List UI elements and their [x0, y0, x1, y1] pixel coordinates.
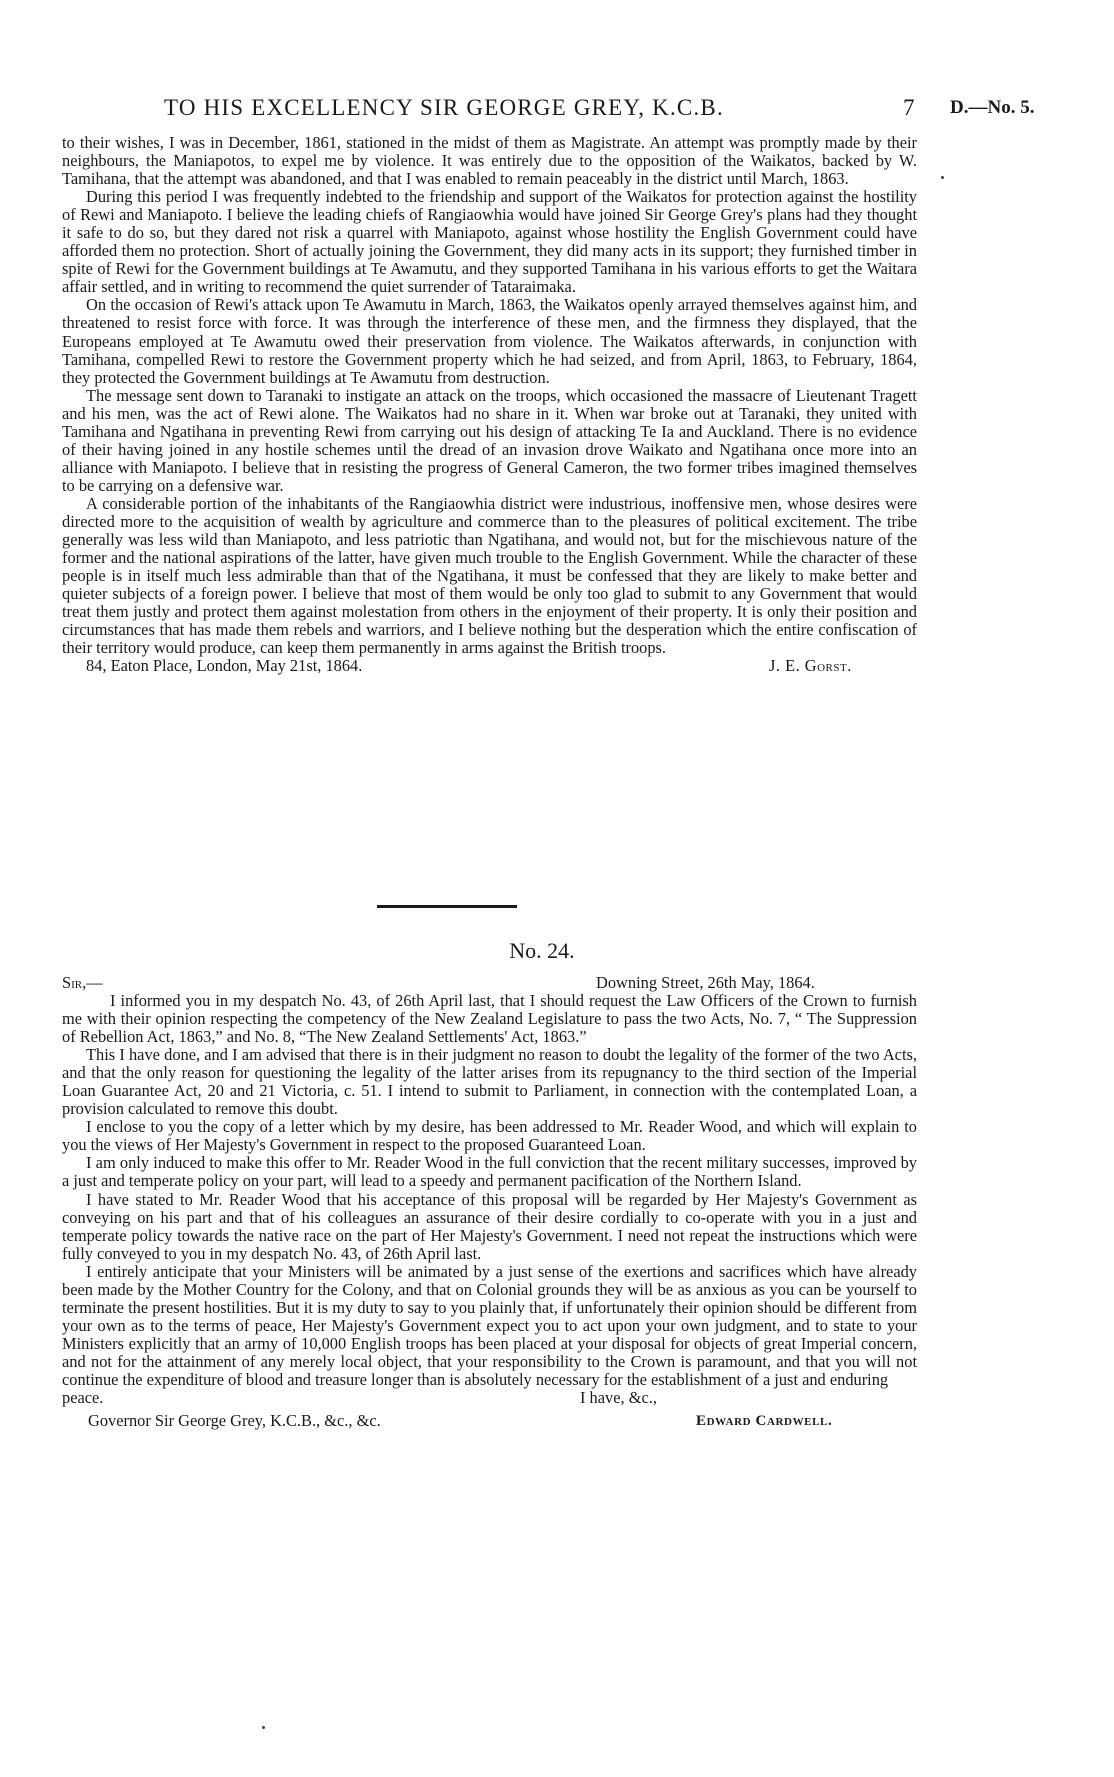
dateline: Downing Street, 26th May, 1864. [596, 973, 815, 992]
closing-word: peace. [62, 1388, 104, 1408]
gorst-memorandum-body [62, 134, 917, 677]
paragraph: I am only induced to make this offer to Mr. Reader Wood in the full conviction that the recent military successes, improved by a just and temperate policy on your part, will lead to a speedy and permanent pacification of the Northern Island. [62, 1153, 917, 1191]
paragraph: This I have done, and I am advised that there is in their judgment no reason to doubt the legality of the former of the two Acts, and that the only reason for questioning the legality of the latter arises from its repugnancy to the third section of the Imperial Loan Guarantee Act, 20 and 21 Victoria, c. 51. I intend to submit to Parliament, in connection with the contemplated Loan, a provision calculated to remove this doubt. [62, 1045, 917, 1119]
stray-mark [262, 1726, 265, 1729]
memorandum-signature-line [62, 657, 917, 677]
despatch-heading [0, 938, 1114, 964]
signatory: Edward Cardwell. [696, 1413, 833, 1430]
stray-mark [941, 176, 944, 179]
salutation: Sir,— [62, 973, 103, 992]
page-header [60, 95, 1060, 125]
paragraph: On the occasion of Rewi's attack upon Te Awamutu in March, 1863, the Waikatos openly arrayed themselves against him, and threatened to resist force with force. It was through the interference of these men, and the firmness they displayed, that the Europeans employed at Te Awamutu owed their preservation from violence. The Waikatos afterwards, in conjunction with Tamihana, compelled Rewi to restore the Government property which he had seized, and from April, 1863, to February, 1864, they protected the Government buildings at Te Awamutu from destruction. [62, 295, 917, 387]
despatch-number: No. 24. [509, 938, 575, 963]
paragraph: to their wishes, I was in December, 1861, stationed in the midst of them as Magistrate. An attempt was promptly made by their neighbours, the Maniapotos, to expel me by violence. It was entirely due to the opposition of the Waikatos, backed by W. Tamihana, that the attempt was abandoned, and that I was enabled to remain peaceably in the district until March, 1863. [62, 133, 917, 189]
paragraph: During this period I was frequently indebted to the friendship and support of the Waikatos for protection against the hostility of Rewi and Maniapoto. I believe the leading chiefs of Rangiaowhia would have joined Sir George Grey's plans had they thought it safe to do so, but they dared not risk a quarrel with Maniapoto, against whose hostility the English Government could have afforded them no protection. Short of actually joining the Government, they did many acts in its support; they furnished timber in spite of Rewi for the Government buildings at Te Awamutu, and they supported Tamihana in his various efforts to get the Waitara affair settled, and in writing to recommend the quiet surrender of Tataraimaka. [62, 187, 917, 297]
section-divider [377, 905, 517, 908]
paragraph: I entirely anticipate that your Ministers will be animated by a just sense of the exertions and sacrifices which have already been made by the Mother Country for the Colony, and that on Colonial grounds they will be as anxious as you can be yourself to terminate the present hostilities. But it is my duty to say to you plainly that, if unfortunately their opinion should be different from your own as to the terms of peace, Her Majesty's Government expect you to act upon your own judgment, and to state to your Ministers explicitly that an army of 10,000 English troops has been placed at your disposal for objects of great Imperial concern, and not for the attainment of any merely local object, that your responsibility to the Crown is paramount, and that you will not continue the expenditure of blood and treasure longer than is absolutely necessary for the establishment of a just and enduring [62, 1261, 917, 1389]
paragraph: I enclose to you the copy of a letter which by my desire, has been addressed to Mr. Reader Wood, and which will explain to you the views of Her Majesty's Government in respect to the proposed Guaranteed Loan. [62, 1117, 917, 1155]
paragraph: I informed you in my despatch No. 43, of 26th April last, that I should request the Law Officers of the Crown to furnish me with their opinion respecting the competency of the New Zealand Legislature to pass the two Acts, No. 7, “ The Suppression of Rebellion Act, 1863,” and No. 8, “The New Zealand Settlements' Act, 1863.” [62, 991, 917, 1047]
addressee-row [62, 1412, 917, 1434]
closing-row [62, 1389, 917, 1408]
document-reference: D.—No. 5. [950, 97, 1035, 118]
complimentary-close: I have, &c., [580, 1388, 657, 1408]
paragraph: A considerable portion of the inhabitants of the Rangiaowhia district were industrious, inoffensive men, whose desires were directed more to the acquisition of wealth by agriculture and commerce than to the pleasures of political excitement. The tribe generally was less wild than Maniapoto, and less patriotic than Ngatihana, and would not, but for the mischievous nature of the former and the national aspirations of the latter, have given much trouble to the English Government. While the character of these people is in itself much less admirable than that of the Ngatihana, it must be confessed that they are likely to make better and quieter subjects of a foreign power. I believe that most of them would be only too glad to submit to any Government that would treat them justly and protect them against molestation from others in the enjoyment of their property. It is only their position and circumstances that has made them rebels and warriors, and I believe nothing but the desperation which the entire confiscation of their territory would produce, can keep them permanently in arms against the British troops. [62, 493, 917, 658]
running-title: TO HIS EXCELLENCY SIR GEORGE GREY, K.C.B. [164, 95, 724, 120]
paragraph: The message sent down to Taranaki to instigate an attack on the troops, which occasioned the massacre of Lieutenant Tragett and his men, was the act of Rewi alone. The Waikatos had no share in it. When war broke out at Taranaki, they united with Tamihana and Ngatihana in preventing Rewi from carrying out his design of attacking Te Ia and Auckland. There is no evidence of their having joined in any hostile schemes until the dread of an invasion drove Waikato and Ngatihana once more into an alliance with Maniapoto. I believe that in resisting the progress of General Cameron, the two former tribes imagined themselves to be carrying on a defensive war. [62, 385, 917, 495]
signature: J. E. Gorst. [769, 656, 852, 676]
address-date: 84, Eaton Place, London, May 21st, 1864. [86, 656, 363, 676]
page-number: 7 [903, 95, 915, 120]
addressee: Governor Sir George Grey, K.C.B., &c., &c. [88, 1411, 381, 1431]
despatch-body [62, 992, 917, 1434]
paragraph: I have stated to Mr. Reader Wood that his acceptance of this proposal will be regarded by Her Majesty's Government as conveying on his part and that of his colleagues an assurance of their desire cordially to co-operate with you in a just and temperate policy towards the native race on the part of Her Majesty's Government. I need not repeat the instructions which were fully conveyed to you in my despatch No. 43, of 26th April last. [62, 1189, 917, 1263]
